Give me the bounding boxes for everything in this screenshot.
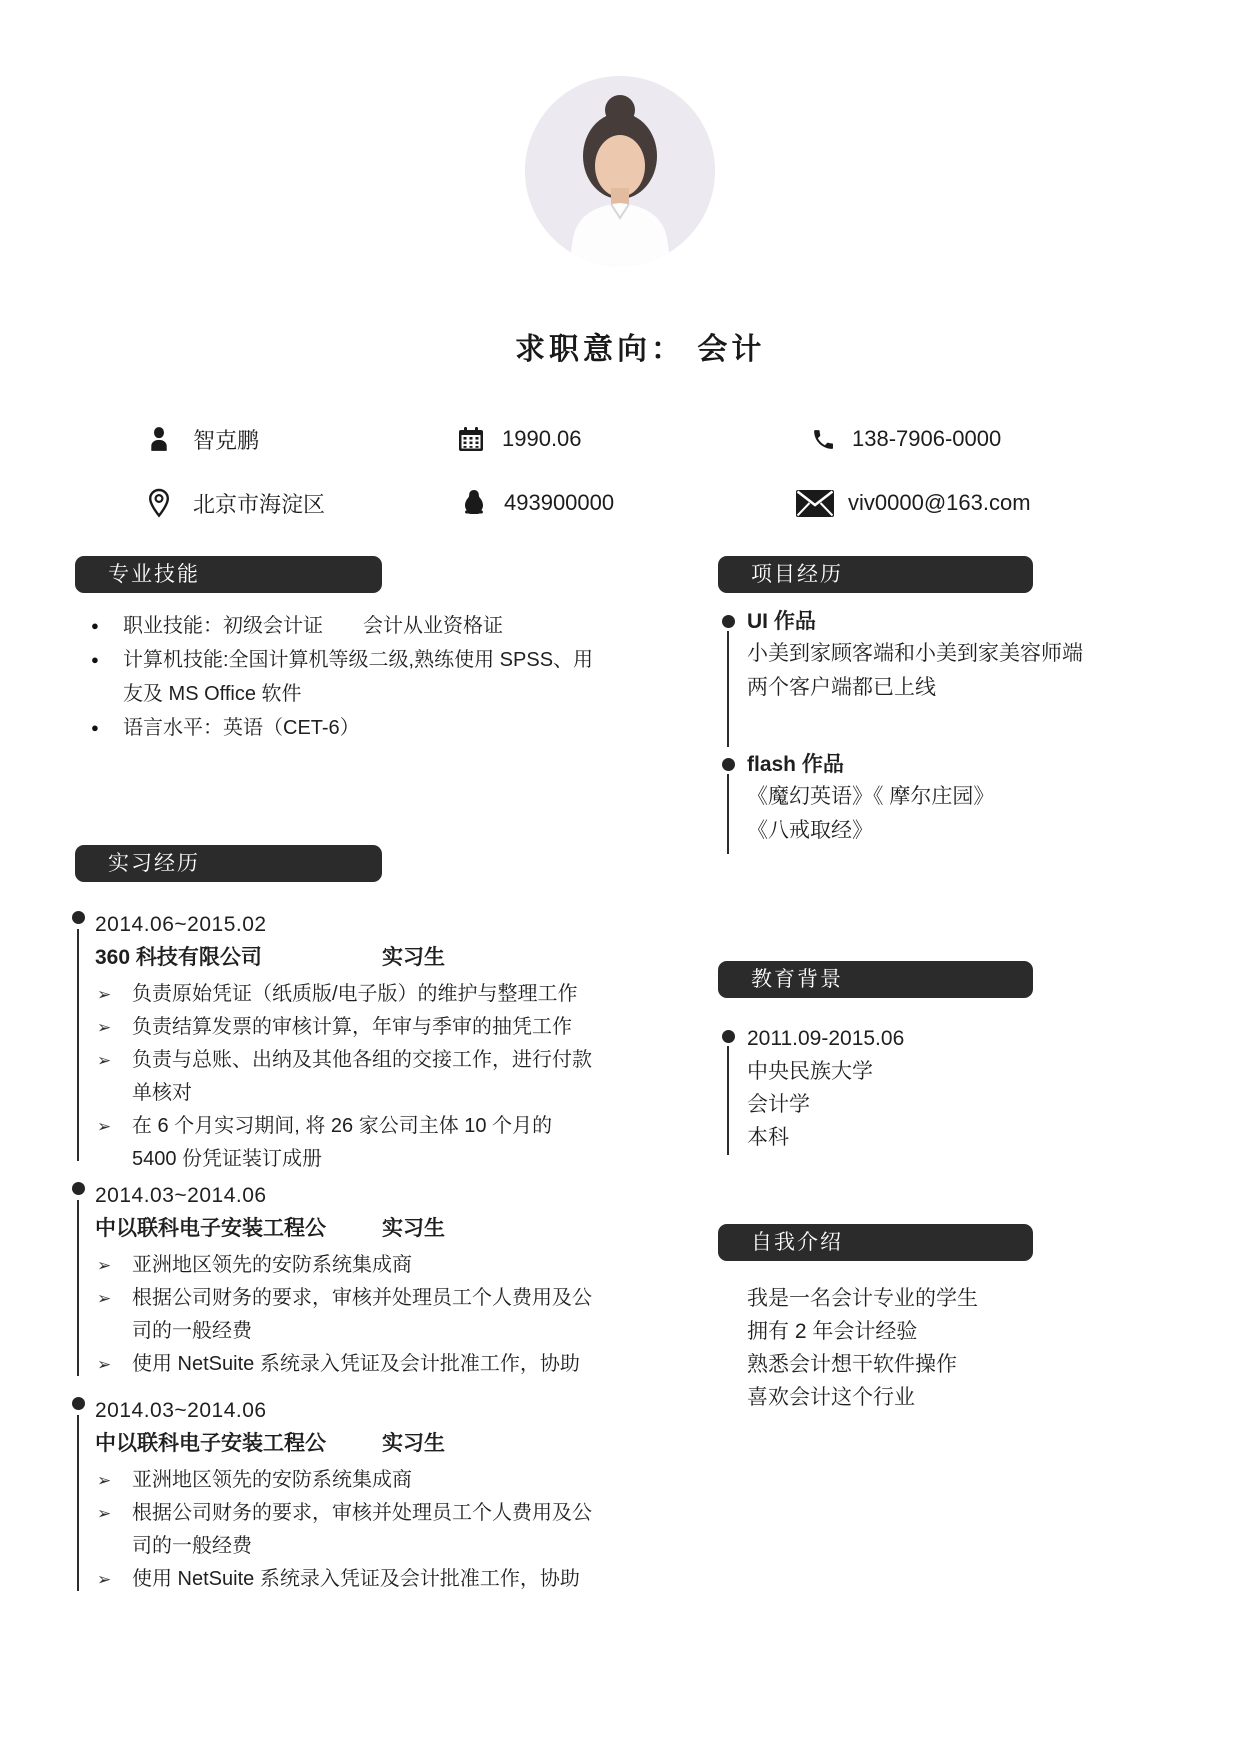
email-icon (796, 490, 834, 517)
contact-location (147, 487, 325, 519)
project-line: 小美到家顾客端和小美到家美容师端 (747, 642, 1083, 665)
bullet-item: ➢ 负责原始凭证（纸质版/电子版）的维护与整理工作 (95, 978, 595, 1011)
internship-entry (68, 1176, 608, 1382)
internship-entry (68, 905, 608, 1170)
section-heading-intro: 自我介绍 (718, 1224, 1033, 1261)
education-entry (717, 1022, 1107, 1155)
timeline-dot (72, 1182, 85, 1195)
calendar-icon (458, 426, 484, 452)
profile-photo (525, 76, 715, 266)
bullet-item: ➢ 负责与总账、出纳及其他各组的交接工作，进行付款单核对 (95, 1044, 595, 1110)
entry-company-line (95, 1427, 608, 1460)
entry-company: 中以联科电子安装工程公 (95, 1217, 326, 1240)
bullet-item: ➢ 使用 NetSuite 系统录入凭证及会计批准工作，协助 (95, 1348, 595, 1381)
entry-period: 2014.06~2015.02 (95, 913, 267, 936)
avatar (525, 76, 715, 266)
contact-qq-value: 493900000 (504, 490, 615, 515)
timeline-line (727, 1046, 729, 1155)
project-entry (717, 607, 1107, 747)
internship-entry (68, 1391, 608, 1597)
contact-email (796, 487, 1031, 519)
bullet-item: ➢ 根据公司财务的要求，审核并处理员工个人费用及公司的一般经费 (95, 1282, 595, 1348)
entry-bullets (95, 1249, 595, 1381)
contact-email-value: viv0000@163.com (848, 490, 1031, 515)
contact-phone (810, 423, 1001, 455)
timeline-dot (722, 758, 735, 771)
timeline-dot (722, 1030, 735, 1043)
bullet-item: ➢ 负责结算发票的审核计算，年审与季审的抽凭工作 (95, 1011, 595, 1044)
skills-item: ● 计算机技能:全国计算机等级二级,熟练使用 SPSS、用友及 MS Office 软件 (85, 643, 609, 711)
intro-line: 我是一名会计专业的学生 (747, 1287, 978, 1310)
entry-company-line (95, 941, 608, 974)
entry-bullets (95, 1464, 595, 1596)
section-heading-internship: 实习经历 (75, 845, 382, 882)
entry-role: 实习生 (382, 946, 445, 969)
timeline-line (727, 774, 729, 854)
bullet-item: ➢ 根据公司财务的要求，审核并处理员工个人费用及公司的一般经费 (95, 1497, 595, 1563)
contact-name-value: 智克鹏 (193, 427, 260, 453)
education-major: 会计学 (747, 1093, 810, 1116)
timeline-dot (722, 615, 735, 628)
location-icon (147, 488, 171, 518)
bullet-item: ➢ 亚洲地区领先的安防系统集成商 (95, 1249, 595, 1282)
contact-birthdate (458, 423, 582, 455)
project-line: 《魔幻英语》《 摩尔庄园》 (747, 785, 995, 808)
section-heading-projects: 项目经历 (718, 556, 1033, 593)
entry-company: 中以联科电子安装工程公 (95, 1432, 326, 1455)
skills-item: ● 语言水平：英语（CET-6） (85, 711, 609, 745)
bullet-item: ➢ 使用 NetSuite 系统录入凭证及会计批准工作，协助 (95, 1563, 595, 1596)
education-degree: 本科 (747, 1126, 789, 1149)
project-line: 两个客户端都已上线 (747, 676, 936, 699)
entry-role: 实习生 (382, 1432, 445, 1455)
education-school: 中央民族大学 (747, 1060, 873, 1083)
entry-company: 360 科技有限公司 (95, 946, 262, 969)
phone-icon (810, 427, 836, 452)
contact-phone-value: 138-7906-0000 (852, 426, 1002, 451)
qq-icon (462, 489, 486, 517)
project-title: UI 作品 (747, 610, 816, 633)
contact-birthdate-value: 1990.06 (502, 426, 582, 451)
timeline-line (77, 929, 79, 1161)
project-entry (717, 750, 1107, 854)
bullet-item: ➢ 亚洲地区领先的安防系统集成商 (95, 1464, 595, 1497)
job-objective-title: 求职意向： 会计 (515, 333, 766, 366)
project-title: flash 作品 (747, 753, 844, 776)
entry-bullets (95, 978, 595, 1176)
skills-item: ● 职业技能：初级会计证 会计从业资格证 (85, 609, 609, 643)
intro-line: 喜欢会计这个行业 (747, 1386, 915, 1409)
entry-role: 实习生 (382, 1217, 445, 1240)
education-period: 2011.09-2015.06 (747, 1027, 905, 1050)
project-line: 《八戒取经》 (747, 819, 873, 842)
intro-text (747, 1282, 978, 1414)
entry-company-line (95, 1212, 608, 1245)
timeline-line (77, 1415, 79, 1591)
contact-qq (462, 487, 614, 519)
section-heading-skills: 专业技能 (75, 556, 382, 593)
skills-list (85, 609, 609, 745)
contact-location-value: 北京市海淀区 (193, 491, 326, 517)
timeline-dot (72, 911, 85, 924)
entry-period: 2014.03~2014.06 (95, 1184, 267, 1207)
timeline-dot (72, 1397, 85, 1410)
intro-line: 熟悉会计想干软件操作 (747, 1353, 957, 1376)
entry-period: 2014.03~2014.06 (95, 1399, 267, 1422)
section-heading-education: 教育背景 (718, 961, 1033, 998)
bullet-item: ➢ 在 6 个月实习期间, 将 26 家公司主体 10 个月的 5400 份凭证装订成册 (95, 1110, 595, 1176)
contact-name (147, 423, 259, 455)
person-icon (147, 426, 171, 452)
intro-line: 拥有 2 年会计经验 (747, 1320, 918, 1343)
timeline-line (727, 631, 729, 747)
timeline-line (77, 1200, 79, 1376)
